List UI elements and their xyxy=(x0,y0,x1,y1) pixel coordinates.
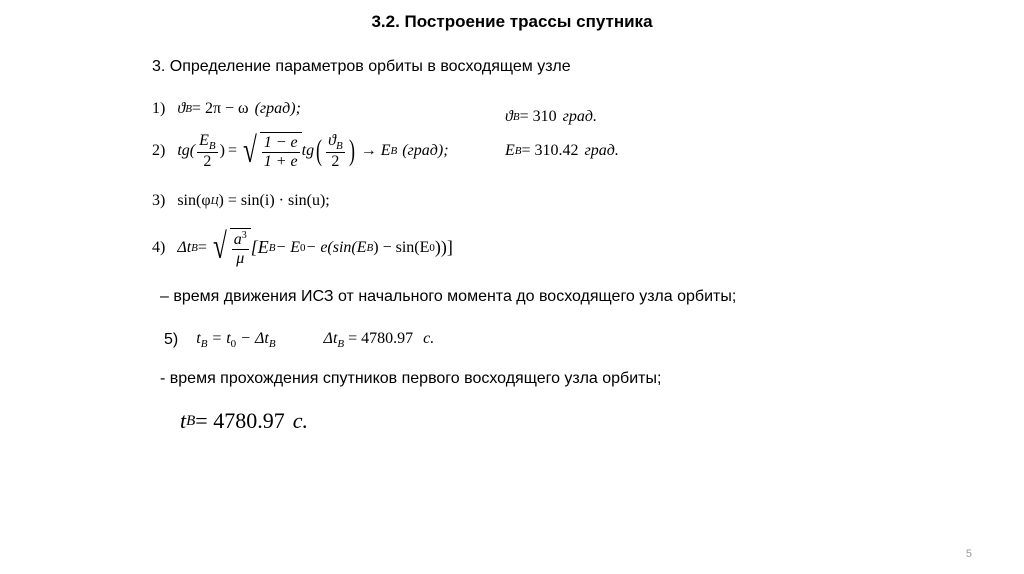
frac-top: 1 − e xyxy=(263,134,298,152)
equation-2 xyxy=(152,132,449,171)
fraction-eb-2 xyxy=(197,132,218,171)
subscript: B xyxy=(185,103,192,115)
frac-bottom: 2 xyxy=(331,153,340,171)
fraction-e xyxy=(262,134,300,170)
bracket-part: ))] xyxy=(434,237,453,258)
subscript: B xyxy=(512,111,520,123)
subscript: B xyxy=(268,338,276,350)
bracket-part: − e(sin(E xyxy=(305,238,367,256)
equals: = xyxy=(227,142,237,160)
result-eb xyxy=(505,142,619,160)
slide-subtitle: 3. Определение параметров орбиты в восходящем узле xyxy=(152,58,571,75)
subscript: 0 xyxy=(429,241,435,254)
subscript: B xyxy=(191,241,198,254)
frac-bottom: 1 + e xyxy=(263,152,298,170)
result: E xyxy=(380,142,391,160)
equation-1 xyxy=(152,100,301,118)
equation-4 xyxy=(152,228,453,267)
right-paren-icon: ) xyxy=(348,134,355,168)
sqrt-expression xyxy=(240,132,302,170)
theta-symbol: ϑ xyxy=(177,100,186,117)
e-symbol: E xyxy=(505,142,515,159)
result-theta xyxy=(505,108,597,126)
unit: (град); xyxy=(402,142,449,160)
subscript: B xyxy=(208,140,216,152)
equation-number: 4) xyxy=(152,238,166,256)
result-value: = 310 xyxy=(519,108,557,125)
page-number: 5 xyxy=(965,548,972,560)
note-time-to-node: – время движения ИСЗ от начального момента до восходящего узла орбиты; xyxy=(160,288,737,305)
superscript: 3 xyxy=(241,230,247,241)
equation-number: 2) xyxy=(152,142,166,160)
delta-t-value xyxy=(324,330,435,350)
fraction-theta-2 xyxy=(326,132,345,171)
t-symbol: t xyxy=(196,330,201,347)
step-5 xyxy=(164,330,434,350)
formula-part: = t xyxy=(207,330,231,347)
slide-title: 3.2. Построение трассы спутника xyxy=(371,12,653,31)
delta-t: Δt xyxy=(323,330,338,347)
arrow-icon: → xyxy=(360,142,377,160)
subscript: B xyxy=(337,338,345,350)
subscript: B xyxy=(200,338,208,350)
fraction-a3-mu xyxy=(232,230,249,267)
unit: с. xyxy=(423,330,435,347)
formula-tb xyxy=(196,330,275,350)
bracket-part: − E xyxy=(275,238,301,256)
frac-top: a xyxy=(233,231,242,248)
radical-icon: √ xyxy=(242,130,257,171)
equation-rhs: = 2π − ω xyxy=(191,100,249,117)
value: = 4780.97 xyxy=(195,408,285,433)
subscript: Ц xyxy=(210,195,219,207)
value: = 4780.97 xyxy=(344,330,414,347)
subscript: B xyxy=(390,145,398,158)
equation-3 xyxy=(152,192,330,210)
equation-part: ) = sin(i) · sin(u); xyxy=(218,192,330,209)
frac-top: ϑ xyxy=(328,132,336,149)
radical-icon: √ xyxy=(212,226,227,266)
delta-t: Δt xyxy=(177,238,192,256)
sqrt-expression xyxy=(210,228,251,267)
subscript: B xyxy=(366,241,374,254)
equals: = xyxy=(197,238,207,256)
tg: tg xyxy=(301,142,315,160)
final-result xyxy=(180,408,308,434)
step-number: 5) xyxy=(164,331,179,348)
note-pass-node: - время прохождения спутников первого восходящего узла орбиты; xyxy=(160,370,662,387)
result-value: = 310.42 xyxy=(521,142,579,159)
formula-part: − Δt xyxy=(236,330,269,347)
frac-top: E xyxy=(199,132,209,149)
subscript: B xyxy=(335,140,343,152)
t-symbol: t xyxy=(180,408,187,433)
equation-number: 3) xyxy=(152,192,166,209)
unit: град. xyxy=(584,142,619,159)
unit: (град); xyxy=(254,100,301,117)
subscript: B xyxy=(268,241,276,254)
frac-bottom: 2 xyxy=(203,153,212,171)
equation-part: sin(φ xyxy=(177,192,211,209)
unit: град. xyxy=(562,108,597,125)
tg-open: tg( xyxy=(177,142,196,160)
left-paren-icon: ( xyxy=(316,134,323,168)
subscript: 0 xyxy=(300,241,306,254)
subscript: B xyxy=(514,145,522,157)
subscript: B xyxy=(186,412,196,429)
subscript: 0 xyxy=(230,338,237,350)
bracket-part: [E xyxy=(250,237,269,258)
unit: с. xyxy=(292,408,308,433)
frac-bottom: μ xyxy=(236,249,245,267)
equation-number: 1) xyxy=(152,100,166,117)
close-paren: ) xyxy=(219,142,225,160)
bracket-part: ) − sin(E xyxy=(373,238,430,256)
theta-symbol: ϑ xyxy=(505,108,513,125)
